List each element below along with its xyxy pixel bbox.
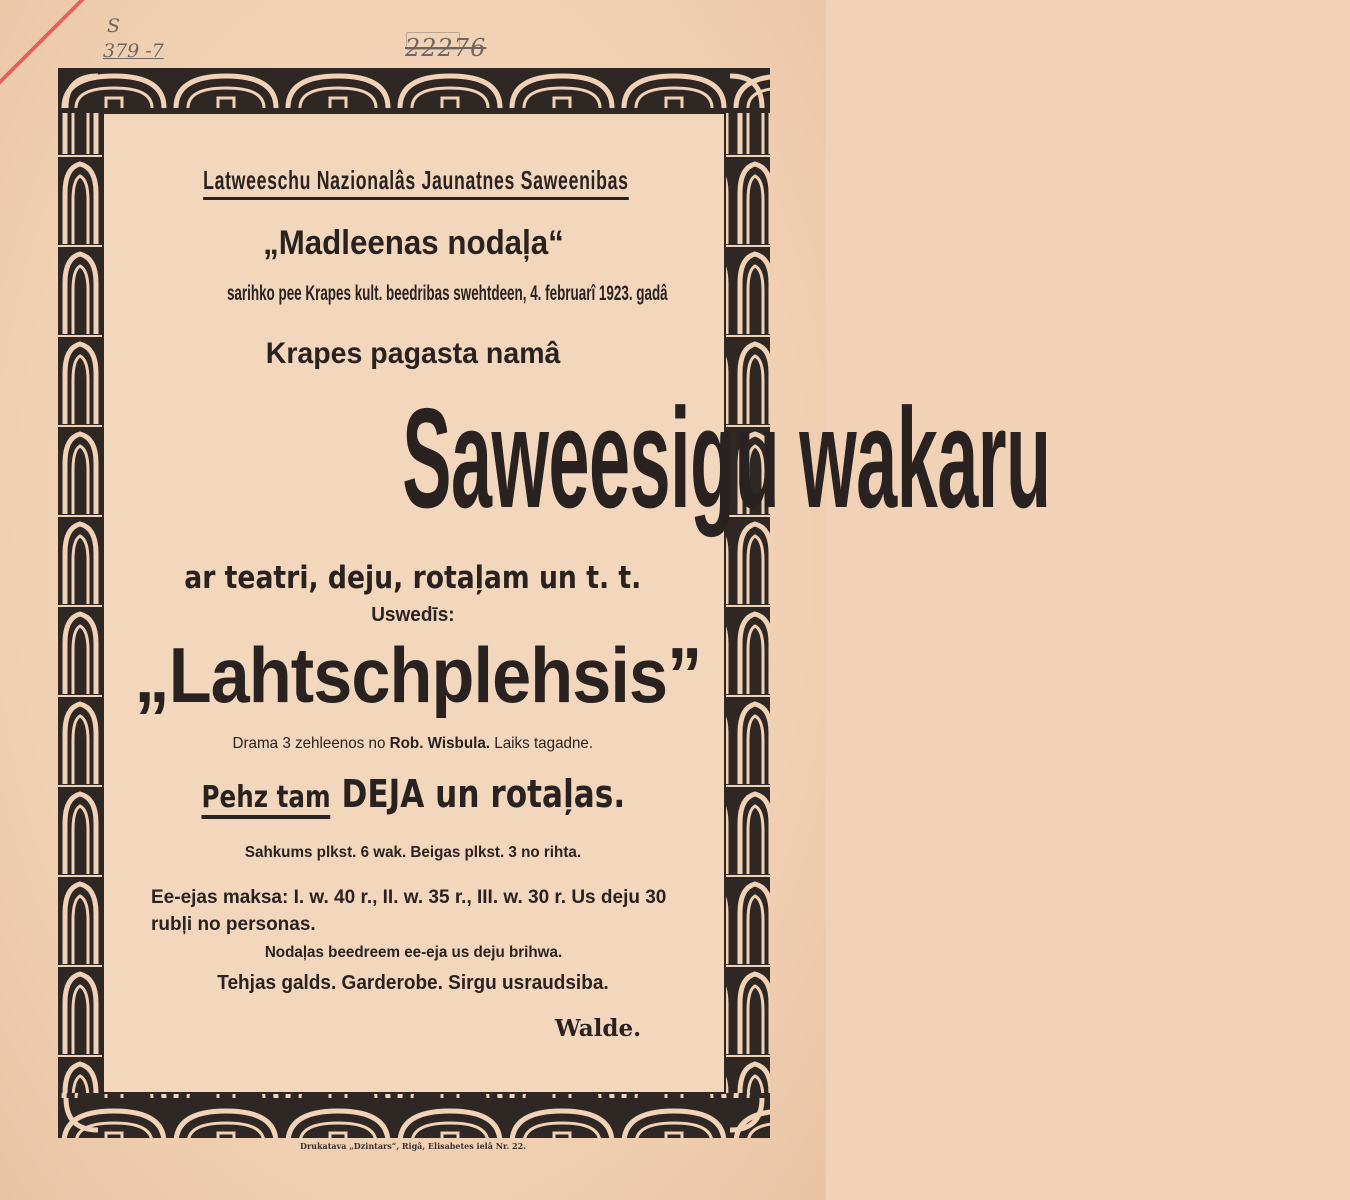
drama-suffix: Laiks tagadne.: [490, 735, 594, 752]
signature: Walde.: [554, 1015, 642, 1042]
poster-text-area: [103, 112, 1051, 1077]
archive-mark-3: 22276: [405, 34, 487, 62]
event-title: Saweesigu wakaru: [402, 379, 1051, 538]
archive-mark-1: S: [107, 15, 121, 37]
fees-line: Ee-ejas maksa: I. w. 40 r., II. w. 35 r., III. w. 30 r. Us deju 30 rubļi no personas.: [151, 887, 667, 935]
program-line: ar teatri, deju, rotaļam un t. t.: [184, 560, 642, 596]
services-line: Tehjas galds. Garderobe. Sirgu usraudsiba.: [217, 972, 609, 994]
drama-prefix: Drama 3 zehleenos no: [232, 735, 390, 752]
archive-mark-2: 379 -7: [103, 40, 164, 62]
drama-info: [233, 735, 594, 753]
after-line: [201, 772, 625, 816]
play-title: „Lahtschplehsis”: [134, 631, 702, 719]
drama-author: Rob. Wisbula.: [389, 735, 491, 752]
staging-label: Uswedīs:: [371, 604, 455, 626]
branch-title: „Madleenas nodaļa“: [262, 224, 564, 262]
printer-credit: Drukatava „Dzintars“, Rigâ, Elisabetes ielâ Nr. 22.: [300, 1141, 526, 1151]
after-prefix: Pehz tam: [201, 780, 330, 819]
members-line: Nodaļas beedreem ee-eja us deju brihwa.: [264, 944, 562, 961]
organizer-line: sarihko pee Krapes kult. beedribas swehtdeen, 4. februarî 1923. gadâ: [226, 282, 668, 305]
times-line: Sahkums plkst. 6 wak. Beigas plkst. 3 no rihta.: [244, 844, 582, 861]
after-main: DEJA un rotaļas.: [330, 772, 625, 816]
venue-line: Krapes pagasta namâ: [265, 337, 561, 370]
organization-heading: Latweeschu Nazionalâs Jaunatnes Saweenibas: [203, 165, 629, 200]
